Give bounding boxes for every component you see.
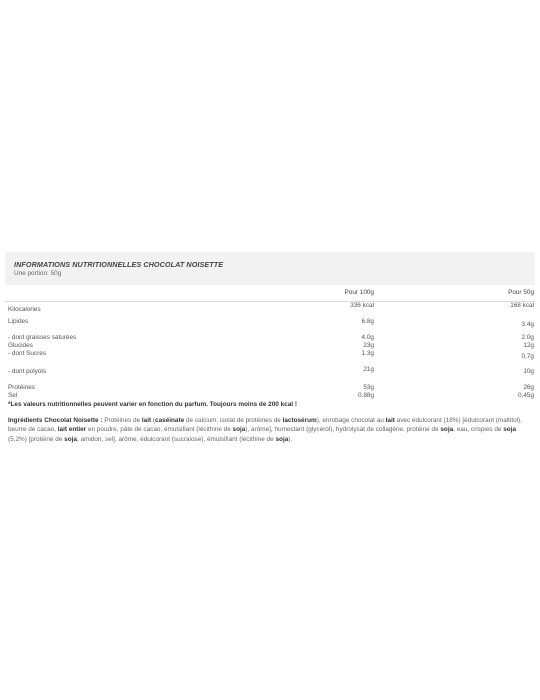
table-row (5, 384, 535, 392)
row-label: Lipides (8, 318, 29, 326)
allergen: soja (232, 426, 246, 434)
row-value-50g: 10g (523, 367, 534, 375)
table-row (5, 342, 535, 350)
ingredients-segment: , amidon, sel], arôme, édulcorant (sucralose), émulsifiant (lécithine de (76, 435, 276, 443)
ingredients-segment: avec édulcorant (18%) [édulcorant (maltitol), beurre de cacao, (8, 416, 523, 434)
ingredients-text (5, 416, 535, 444)
row-value-50g: 3.4g (521, 321, 534, 329)
ingredients-segment: (5,2%) [protéine de (8, 435, 65, 443)
allergen: caséinate (155, 416, 185, 424)
nutrition-title: INFORMATIONS NUTRITIONNELLES CHOCOLAT NOISETTE (14, 260, 224, 269)
row-value-100g: 6.8g (361, 318, 374, 326)
column-header-name (5, 285, 232, 302)
allergen: lait entier (57, 426, 87, 434)
table-row (5, 318, 535, 329)
table-row (5, 366, 535, 376)
ingredients-segment: ), arôme], humectant (glycérol), hydrolysat de collagène, protéine de (245, 426, 441, 434)
allergen: soja (440, 426, 454, 434)
ingredients-segment: de calcium, isolat de protéines de (184, 416, 283, 424)
table-row (5, 334, 535, 342)
row-value-100g: 336 kcal (350, 302, 374, 310)
row-value-50g: 168 kcal (510, 302, 534, 310)
column-header-per-100g: Pour 100g (344, 288, 374, 296)
row-label: Kilocalories (8, 306, 41, 314)
allergen: lactosérum (282, 416, 317, 424)
row-value-50g: 2.0g (521, 333, 534, 341)
nutrition-header (5, 252, 535, 285)
column-header-per-50g: Pour 50g (508, 288, 534, 296)
row-label: - dont graisses saturées (8, 333, 77, 341)
row-value-50g: 26g (523, 383, 534, 391)
table-row (5, 350, 535, 361)
row-label: - dont polyols (8, 367, 47, 375)
table-row (5, 392, 535, 400)
row-label: Glucides (8, 342, 33, 349)
row-value-100g: 21g (363, 365, 374, 373)
ingredients-segment: , eau, crispies de (453, 426, 504, 434)
ingredients-label: Ingrédients Chocolat Noisette : (8, 416, 103, 424)
allergen: lait (385, 416, 395, 424)
row-value-50g: 12g (523, 342, 534, 349)
ingredients-segment: ). (288, 435, 293, 443)
table-row (5, 302, 535, 315)
allergen: soja (64, 435, 77, 443)
ingredients-segment: Protéines de (102, 416, 142, 424)
portion-size: Une portion: 50g (14, 270, 62, 278)
nutrition-panel (5, 252, 535, 444)
row-value-50g: 0,7g (521, 353, 534, 361)
row-value-100g: 23g (363, 342, 374, 349)
row-value-50g: 0,45g (518, 392, 534, 400)
ingredients-segment: ), enrobage chocolat au (316, 416, 386, 424)
row-value-100g: 0.88g (358, 392, 374, 400)
row-value-100g: 4.0g (361, 333, 374, 341)
row-label: Sel (8, 392, 18, 400)
ingredients-segment: ( (151, 416, 156, 424)
allergen: soja (275, 435, 289, 443)
allergen: lait (141, 416, 152, 424)
allergen: soja (503, 426, 517, 434)
row-label: Protéines (8, 383, 35, 391)
ingredients-segment: en poudre, pâte de cacao, émulsifiant (lécithine de (86, 426, 233, 434)
row-label: - dont Sucres (8, 350, 47, 358)
row-value-100g: 1.3g (361, 350, 374, 358)
nutrition-table (5, 285, 535, 401)
row-value-100g: 53g (363, 383, 374, 391)
table-header-row (5, 285, 535, 302)
nutrition-note: *Les valeurs nutritionnelles peuvent varier en fonction du parfum. Toujours moins de 200 kcal ! (8, 400, 297, 408)
